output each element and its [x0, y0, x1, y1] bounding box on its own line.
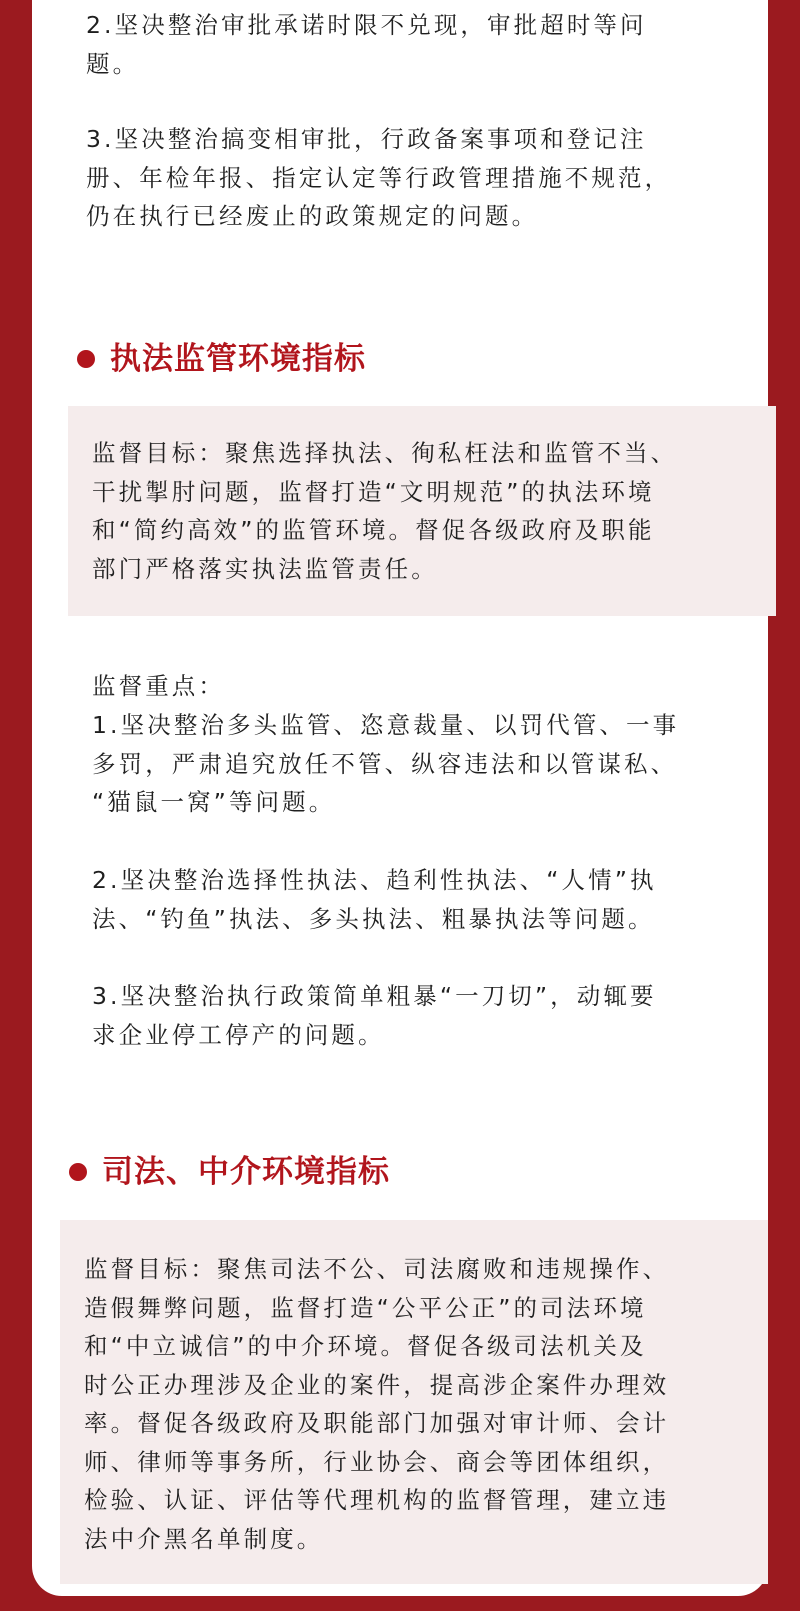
enforcement-goal-text: 监督目标：聚焦选择执法、徇私枉法和监管不当、 干扰掣肘问题，监督打造“文明规范”的执法环境 和“简约高效”的监管环境。督促各级政府及职能 部门严格落实执法监管责任。	[92, 439, 678, 583]
judicial-section-title: 司法、中介环境指标	[102, 1154, 390, 1190]
enforcement-section-heading	[77, 339, 366, 379]
enforcement-section-title: 执法监管环境指标	[110, 341, 366, 377]
top-item-2: 2.坚决整治审批承诺时限不兑现，审批超时等问 题。	[86, 11, 647, 78]
article-card	[32, 0, 768, 1596]
enforcement-focus-item: 3.坚决整治执行政策简单粗暴“一刀切”，动辄要 求企业停工停产的问题。	[92, 982, 657, 1049]
bullet-dot-icon	[69, 1163, 87, 1181]
enforcement-focus-label: 监督重点：	[92, 672, 225, 700]
enforcement-focus-item: 1.坚决整治多头监管、恣意裁量、以罚代管、一事 多罚，严肃追究放任不管、纵容违法和以管谋私、 “猫鼠一窝”等问题。	[92, 711, 680, 816]
judicial-section-heading	[69, 1152, 390, 1192]
enforcement-focus-item: 2.坚决整治选择性执法、趋利性执法、“人情”执 法、“钓鱼”执法、多头执法、粗暴执法等问题。	[92, 866, 657, 933]
top-item-3: 3.坚决整治搞变相审批，行政备案事项和登记注 册、年检年报、指定认定等行政管理措施不规范， 仍在执行已经废止的政策规定的问题。	[86, 125, 672, 230]
judicial-goal-text: 监督目标：聚焦司法不公、司法腐败和违规操作、 造假舞弊问题，监督打造“公平公正”的司法环境 和“中立诚信”的中介环境。督促各级司法机关及 时公正办理涉及企业的案件，提高涉企案件办理效 率。督促各级政府及职能部门加强对审计师、会计 师、律师等事务所，行业协会、商会等团体组织， 检验、认证、评估等代理机构的监督管理，建立违 法中介黑名单制度。	[84, 1255, 670, 1553]
bullet-dot-icon	[77, 350, 95, 368]
